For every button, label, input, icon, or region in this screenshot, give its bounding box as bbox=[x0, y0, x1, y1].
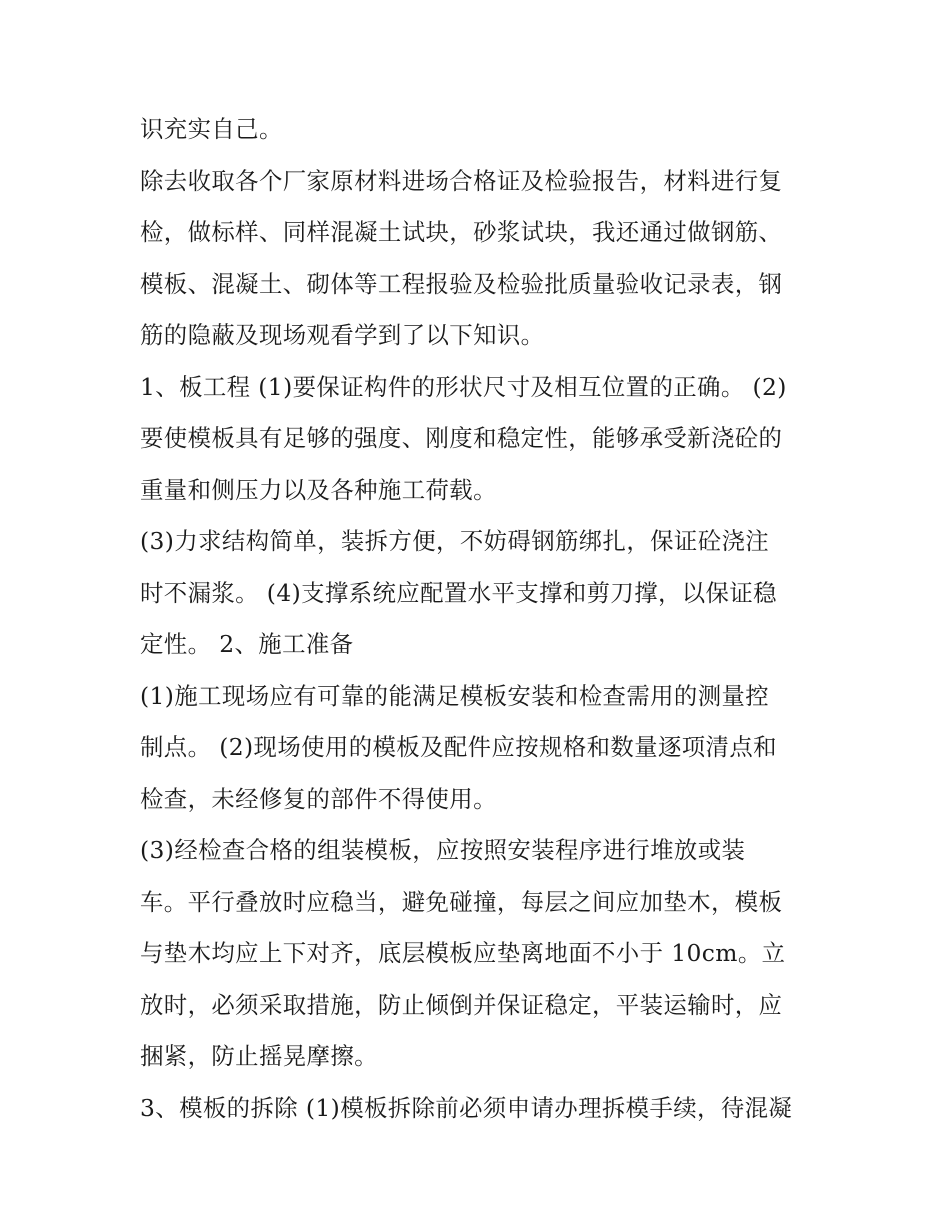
text-line: (3)力求结构简单，装拆方便，不妨碍钢筋绑扎，保证砼浇注 bbox=[140, 527, 770, 555]
text-line: 车。平行叠放时应稳当，避免碰撞，每层之间应加垫木，模板 bbox=[140, 887, 783, 916]
text-line: 制点。 (2)现场使用的模板及配件应按规格和数量逐项清点和 bbox=[140, 733, 777, 761]
text-line: 与垫木均应上下对齐，底层模板应垫离地面不小于 10cm。立 bbox=[140, 939, 786, 967]
text-line: 要使模板具有足够的强度、刚度和稳定性，能够承受新浇砼的 bbox=[140, 424, 783, 452]
text-line: 放时，必须采取措施，防止倾倒并保证稳定，平装运输时，应 bbox=[140, 990, 783, 1019]
text-line: 检，做标样、同样混凝土试块，砂浆试块，我还通过做钢筋、 bbox=[140, 218, 783, 246]
text-line: 检查，未经修复的部件不得使用。 bbox=[140, 784, 497, 813]
text-line: 重量和侧压力以及各种施工荷载。 bbox=[140, 475, 497, 504]
text-line: 筋的隐蔽及现场观看学到了以下知识。 bbox=[140, 321, 545, 349]
text-line: 捆紧，防止摇晃摩擦。 bbox=[140, 1042, 378, 1070]
document-body bbox=[140, 104, 820, 1134]
text-line: 除去收取各个厂家原材料进场合格证及检验报告，材料进行复 bbox=[140, 166, 783, 195]
text-line: 定性。 2、施工准备 bbox=[140, 630, 354, 658]
text-line: 识充实自己。 bbox=[140, 115, 283, 143]
text-line: 模板、混凝土、砌体等工程报验及检验批质量验收记录表，钢 bbox=[140, 269, 783, 298]
text-line: 时不漏浆。 (4)支撑系统应配置水平支撑和剪刀撑，以保证稳 bbox=[140, 578, 777, 607]
text-line: 1、板工程 (1)要保证构件的形状尺寸及相互位置的正确。 (2) bbox=[140, 372, 787, 401]
text-line: (1)施工现场应有可靠的能满足模板安装和检查需用的测量控 bbox=[140, 681, 770, 710]
text-line: 3、模板的拆除 (1)模板拆除前必须申请办理拆模手续，待混凝 bbox=[140, 1093, 793, 1122]
text-line: (3)经检查合格的组装模板，应按照安装程序进行堆放或装 bbox=[140, 836, 746, 864]
